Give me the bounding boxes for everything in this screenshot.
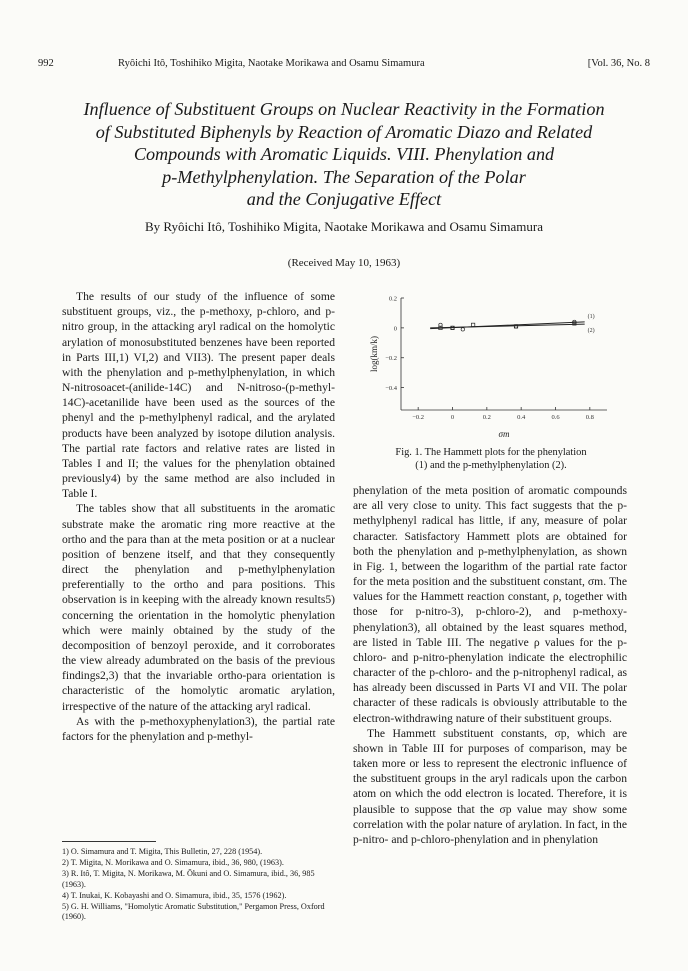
- paragraph: As with the p-methoxyphenylation3), the partial rate factors for the phenylation and p-methyl-: [62, 714, 335, 743]
- y-tick-label: −0.2: [385, 355, 397, 363]
- x-tick-label: 0.6: [551, 414, 560, 421]
- paper-title: [60, 98, 628, 211]
- reference: 2) T. Migita, N. Morikawa and O. Simamura, ibid., 36, 980, (1963).: [62, 857, 284, 867]
- y-tick-label: −0.4: [385, 385, 397, 393]
- reference: 4) T. Inukai, K. Kobayashi and O. Simamura, ibid., 35, 1576 (1962).: [62, 890, 287, 900]
- paragraph: phenylation of the meta position of aromatic compounds are all very close to unity. This fact suggests that the p-methylphenyl radical has little, if any, measure of polar character. Satisfactory Hammett plots are obtained for both the phenylation and p-methylphenylation, as shown in Fig. 1, between the logarithm of the partial rate factor for the meta position and the substituent constant, σm. The values for the Hammett reaction constant, ρ, together with those for p-nitro-3), p-chloro-2), and p-methoxy-phenylation3), all obtained by the least squares method, are listed in Table III. The negative ρ values for the p-chloro- and p-nitro-phenylation indicate the electrophilic character of the p-chloro- and the p-nitrophenyl radical, as has already been discussed in Parts VI and VII. The polar character of these radicals is obviously attributable to the electron-withdrawing nature of their substituent groups.: [353, 484, 627, 725]
- byline: By Ryôichi Itô, Toshihiko Migita, Naotake Morikawa and Osamu Simamura: [144, 219, 544, 234]
- hammett-plot: [355, 288, 630, 446]
- reference: 5) G. H. Williams, "Homolytic Aromatic Substitution," Pergamon Press, Oxford (1960).: [62, 901, 325, 922]
- header-authors: Ryôichi Itô, Toshihiko Migita, Naotake Morikawa and Osamu Simamura: [118, 58, 425, 69]
- received-date: (Received May 10, 1963): [287, 257, 401, 269]
- page-number: 992: [38, 58, 54, 69]
- references: [62, 847, 335, 923]
- reference: 1) O. Simamura and T. Migita, This Bulletin, 27, 228 (1954).: [62, 847, 263, 856]
- series-label: (2): [587, 328, 595, 335]
- title-line: Influence of Substituent Groups on Nuclear Reactivity in the Formation: [83, 99, 605, 119]
- chart-svg: [355, 288, 630, 446]
- title-line: p-Methylphenylation. The Separation of the Polar: [162, 166, 526, 187]
- running-header: [38, 58, 650, 74]
- title-line: of Substituted Biphenyls by Reaction of Aromatic Diazo and Related: [95, 121, 593, 142]
- y-tick-label: 0.2: [388, 295, 397, 303]
- data-point-square: [471, 323, 474, 326]
- x-axis-label: σm: [498, 429, 510, 439]
- x-tick-label: 0.4: [517, 414, 526, 421]
- data-point-circle: [461, 328, 464, 331]
- paragraph: The tables show that all substituents in the aromatic substrate make the aromatic ring more reactive at the ortho and the para than at the meta position or at a nuclear position of benzene itself, and that they consequently direct the phenylation and p-methylphenylation preferentially to the ortho and para positions. This observation is in keeping with the already known results5) concerning the orientation in the homolytic phenylation which were mainly obtained by the study of the decomposition of benzoyl peroxide, and it corroborates the view already adumbrated on the basis of the previous findings2,3) that the invariable ortho-para orientation is characteristic of the homolytic aromatic arylation, irrespective of the nature of the attacking aryl radical.: [62, 502, 335, 713]
- caption-line: (1) and the p-methylphenylation (2).: [415, 460, 567, 472]
- figure-caption: [357, 446, 625, 473]
- y-axis-label: log(km/k): [369, 336, 379, 372]
- y-tick-label: 0: [393, 325, 397, 333]
- x-tick-label: −0.2: [412, 414, 425, 421]
- paragraph: The results of our study of the influence of some substituent groups, viz., the p-methoxy, p-chloro, and p-nitro group, in the attacking aryl radical on the homolytic arylation of monosubstituted benzenes have been reported in Parts III,1) VI,2) and VII3). The present paper deals with the phenylation and p-methylphenylation, in which N-nitrosoacet-(anilide-14C) and N-nitroso-(p-methyl-14C)-acetanilide have been used as the sources of the phenyl and the p-methylphenyl radical, and the arylated products have been analyzed by isotope dilution analysis. The partial rate factors and relative rates are listed in Tables I and II; the values for the phenylation obtained previously4) by the same method are also included in Table I.: [62, 290, 335, 501]
- reference: 3) R. Itô, T. Migita, N. Morikawa, M. Ōkuni and O. Simamura, ibid., 36, 985 (1963).: [62, 868, 315, 889]
- paragraph: The Hammett substituent constants, σp, which are shown in Table III for purposes of comparison, may be taken more or less to represent the electronic influence of the substituent groups in the aryl radicals upon the carbon atom on which the odd electron is located. Therefore, it is plausible to suppose that the σp value may show some correlation with the polar nature of arylation. In fact, in the p-nitro- and p-chloro-phenylation and in phenylation: [353, 726, 627, 846]
- right-column: [353, 483, 627, 847]
- title-line: and the Conjugative Effect: [246, 189, 442, 210]
- x-tick-label: 0.2: [482, 414, 491, 421]
- caption-line: Fig. 1. The Hammett plots for the phenylation: [395, 447, 587, 458]
- header-volume: [Vol. 36, No. 8: [587, 58, 650, 69]
- title-line: Compounds with Aromatic Liquids. VIII. Phenylation and: [133, 144, 555, 165]
- footnote-rule: [62, 841, 156, 842]
- left-column: [62, 289, 335, 744]
- series-label: (1): [587, 313, 595, 320]
- x-tick-label: 0.8: [585, 414, 594, 421]
- x-tick-label: 0: [450, 414, 455, 421]
